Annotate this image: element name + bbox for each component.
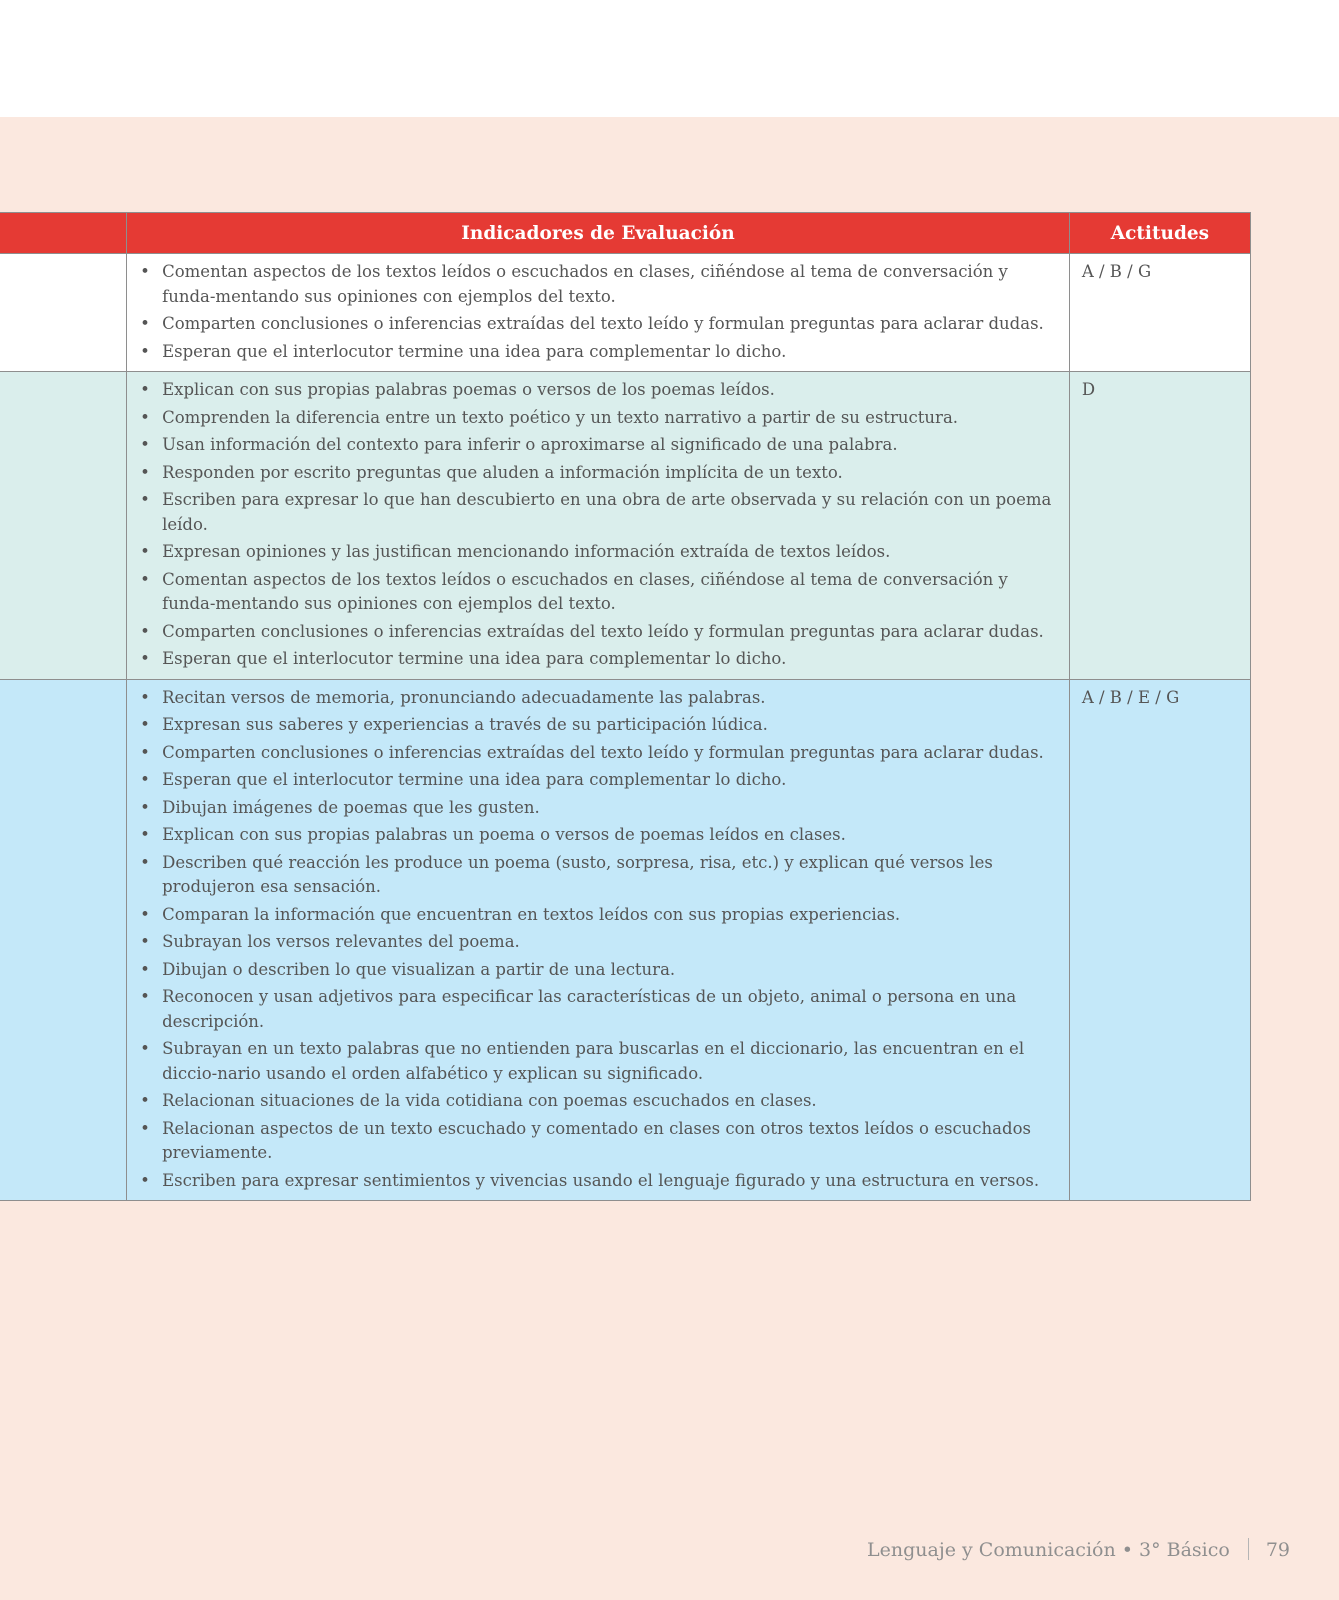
indicators-cell <box>127 372 1070 680</box>
table-row <box>0 254 1251 372</box>
page-footer <box>867 1538 1290 1561</box>
indicator-item: • Comparten conclusiones o inferencias extraídas del texto leído y formulan preguntas para aclarar dudas. <box>162 620 1059 645</box>
indicators-cell <box>127 254 1070 372</box>
indicator-list <box>127 260 1069 364</box>
indicator-item: • Expresan sus saberes y experiencias a través de su participación lúdica. <box>162 713 1059 738</box>
indicator-item: • Expresan opiniones y las justifican mencionando información extraída de textos leídos. <box>162 540 1059 565</box>
evaluation-table <box>0 212 1251 1201</box>
indicator-item: • Comentan aspectos de los textos leídos o escuchados en clases, ciñéndose al tema de conversación y funda-mentando sus opiniones con ejemplos del texto. <box>162 260 1059 309</box>
indicator-item: • Esperan que el interlocutor termine una idea para complementar lo dicho. <box>162 647 1059 672</box>
indicator-item: • Comentan aspectos de los textos leídos o escuchados en clases, ciñéndose al tema de conversación y funda-mentando sus opiniones con ejemplos del texto. <box>162 568 1059 617</box>
left-cell <box>0 372 127 680</box>
table-header-row <box>0 213 1251 254</box>
actitudes-value: A / B / E / G <box>1081 687 1180 707</box>
actitudes-cell <box>1069 254 1250 372</box>
indicator-item: • Escriben para expresar lo que han descubierto en una obra de arte observada y su relación con un poema leído. <box>162 488 1059 537</box>
indicator-item: • Explican con sus propias palabras un poema o versos de poemas leídos en clases. <box>162 823 1059 848</box>
header-left-cell <box>0 213 127 254</box>
indicator-list <box>127 686 1069 1194</box>
indicator-item: • Escriben para expresar sentimientos y vivencias usando el lenguaje figurado y una estructura en versos. <box>162 1169 1059 1194</box>
actitudes-value: A / B / G <box>1081 262 1152 281</box>
indicator-item: • Usan información del contexto para inferir o aproximarse al significado de una palabra. <box>162 433 1059 458</box>
indicator-item: • Explican con sus propias palabras poemas o versos de los poemas leídos. <box>162 378 1059 403</box>
indicator-item: • Responden por escrito preguntas que aluden a información implícita de un texto. <box>162 461 1059 486</box>
actitudes-cell <box>1069 679 1250 1201</box>
indicator-item: • Relacionan aspectos de un texto escuchado y comentado en clases con otros textos leídos o escuchados previamente. <box>162 1117 1059 1166</box>
table-row <box>0 372 1251 680</box>
page-number: 79 <box>1265 1539 1290 1561</box>
indicator-item: • Esperan que el interlocutor termine una idea para complementar lo dicho. <box>162 340 1059 365</box>
indicator-item: • Relacionan situaciones de la vida cotidiana con poemas escuchados en clases. <box>162 1089 1059 1114</box>
indicator-item: • Comprenden la diferencia entre un texto poético y un texto narrativo a partir de su estructura. <box>162 406 1059 431</box>
indicator-item: • Dibujan o describen lo que visualizan a partir de una lectura. <box>162 958 1059 983</box>
indicator-item: • Subrayan en un texto palabras que no entienden para buscarlas en el diccionario, las encuentran en el diccio-nario usando el orden alfabético y explican su significado. <box>162 1037 1059 1086</box>
actitudes-value: D <box>1081 380 1096 399</box>
footer-divider <box>1248 1538 1249 1560</box>
footer-book-title: Lenguaje y Comunicación • 3° Básico <box>867 1539 1230 1561</box>
indicator-item: • Comparan la información que encuentran en textos leídos con sus propias experiencias. <box>162 903 1059 928</box>
indicator-item: • Comparten conclusiones o inferencias extraídas del texto leído y formulan preguntas para aclarar dudas. <box>162 312 1059 337</box>
indicators-cell <box>127 679 1070 1201</box>
left-cell <box>0 254 127 372</box>
indicator-item: • Esperan que el interlocutor termine una idea para complementar lo dicho. <box>162 768 1059 793</box>
table-row <box>0 679 1251 1201</box>
indicator-item: • Subrayan los versos relevantes del poema. <box>162 930 1059 955</box>
indicator-item: • Describen qué reacción les produce un poema (susto, sorpresa, risa, etc.) y explican qué versos les produjeron esa sensación. <box>162 851 1059 900</box>
indicator-item: • Comparten conclusiones o inferencias extraídas del texto leído y formulan preguntas para aclarar dudas. <box>162 741 1059 766</box>
header-actitudes: Actitudes <box>1069 213 1250 254</box>
indicator-list <box>127 378 1069 672</box>
indicator-item: • Dibujan imágenes de poemas que les gusten. <box>162 796 1059 821</box>
header-indicadores: Indicadores de Evaluación <box>127 213 1070 254</box>
left-cell <box>0 679 127 1201</box>
indicator-item: • Recitan versos de memoria, pronunciando adecuadamente las palabras. <box>162 686 1059 711</box>
actitudes-cell <box>1069 372 1250 680</box>
indicator-item: • Reconocen y usan adjetivos para especificar las características de un objeto, animal o persona en una descripción. <box>162 985 1059 1034</box>
